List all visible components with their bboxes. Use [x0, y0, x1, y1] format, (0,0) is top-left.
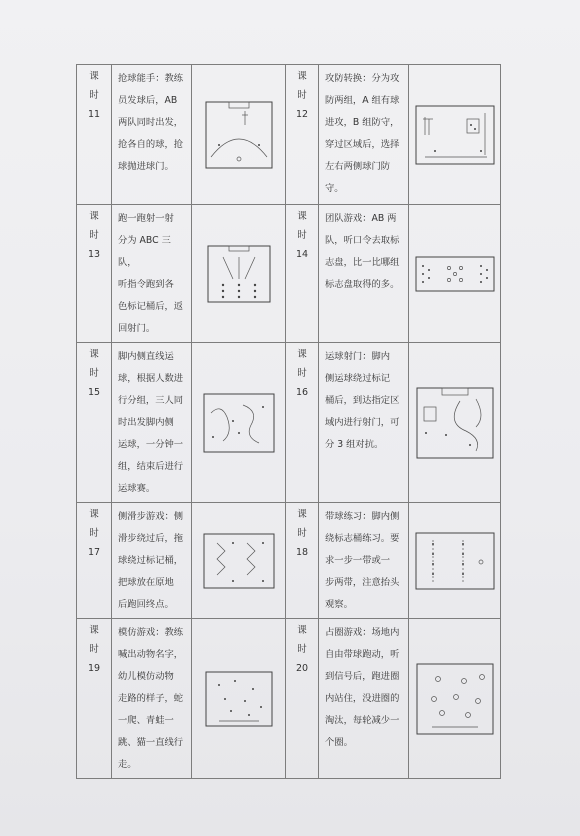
soccer-field-diagram-icon: [415, 105, 495, 165]
soccer-field-diagram-icon: [415, 256, 495, 292]
lesson-figure-16: [409, 343, 501, 503]
lesson-description-20: 占圈游戏：场地内 自由带球跑动，听 到信号后，跑进圈 内站住，没进圈的 淘汰，每轮减少一 个圈。: [319, 619, 409, 779]
lesson-description-17: 侧滑步游戏：侧 滑步绕过后，拖 球绕过标记桶， 把球放在原地 后跑回终点。: [112, 503, 192, 619]
soccer-field-diagram-icon: [203, 393, 275, 453]
soccer-field-diagram-icon: [416, 663, 494, 735]
lesson-description-14: 团队游戏：AB 两 队，听口令去取标 志盘，比一比哪组 标志盘取得的多。: [319, 205, 409, 343]
lesson-label-18: 课 时 18: [286, 503, 319, 619]
table-row: [77, 343, 501, 503]
lesson-figure-18: [409, 503, 501, 619]
soccer-field-diagram-icon: [416, 387, 494, 459]
lesson-figure-17: [192, 503, 286, 619]
lesson-figure-15: [192, 343, 286, 503]
lesson-description-19: 模仿游戏：教练 喊出动物名字， 幼儿模仿动物 走路的样子，蛇 一爬、青蛙一 跳、猫一直线行 走。: [112, 619, 192, 779]
lesson-description-13: 跑一跑射一射 分为 ABC 三队， 听指令跑到各 色标记桶后，返 回射门。: [112, 205, 192, 343]
table-row: [77, 205, 501, 343]
lesson-label-14: 课 时 14: [286, 205, 319, 343]
soccer-field-diagram-icon: [205, 671, 273, 727]
lesson-label-19: 课 时 19: [77, 619, 112, 779]
lesson-figure-12: [409, 65, 501, 205]
lesson-figure-19: [192, 619, 286, 779]
soccer-field-diagram-icon: [203, 533, 275, 589]
lesson-description-18: 带球练习：脚内侧 绕标志桶练习。要 求一步一带或一 步两带，注意抬头 观察。: [319, 503, 409, 619]
soccer-field-diagram-icon: [205, 101, 273, 169]
table-row: [77, 65, 501, 205]
lesson-label-15: 课 时 15: [77, 343, 112, 503]
lesson-description-15: 脚内侧直线运 球，根据人数进 行分组，三人同 时出发脚内侧 运球，一分钟一 组，结束后进行 运球赛。: [112, 343, 192, 503]
lesson-figure-13: [192, 205, 286, 343]
lesson-label-13: 课 时 13: [77, 205, 112, 343]
lesson-label-12: 课 时 12: [286, 65, 319, 205]
lesson-label-16: 课 时 16: [286, 343, 319, 503]
lesson-figure-14: [409, 205, 501, 343]
lesson-description-16: 运球射门：脚内 侧运球绕过标记 桶后，到达指定区 域内进行射门，可 分 3 组对抗。: [319, 343, 409, 503]
lesson-description-12: 攻防转换：分为攻 防两组，A 组有球 进攻，B 组防守， 穿过区域后，选择 左右两侧球门防 守。: [319, 65, 409, 205]
lesson-plan-table: [76, 64, 501, 779]
lesson-label-20: 课 时 20: [286, 619, 319, 779]
lesson-label-11: 课 时 11: [77, 65, 112, 205]
lesson-label-17: 课 时 17: [77, 503, 112, 619]
soccer-field-diagram-icon: [415, 532, 495, 590]
soccer-field-diagram-icon: [207, 245, 271, 303]
lesson-figure-20: [409, 619, 501, 779]
table-row: [77, 503, 501, 619]
table-row: [77, 619, 501, 779]
lesson-figure-11: [192, 65, 286, 205]
lesson-description-11: 抢球能手：教练 员发球后，AB 两队同时出发， 抢各自的球，抢 球抛进球门。: [112, 65, 192, 205]
